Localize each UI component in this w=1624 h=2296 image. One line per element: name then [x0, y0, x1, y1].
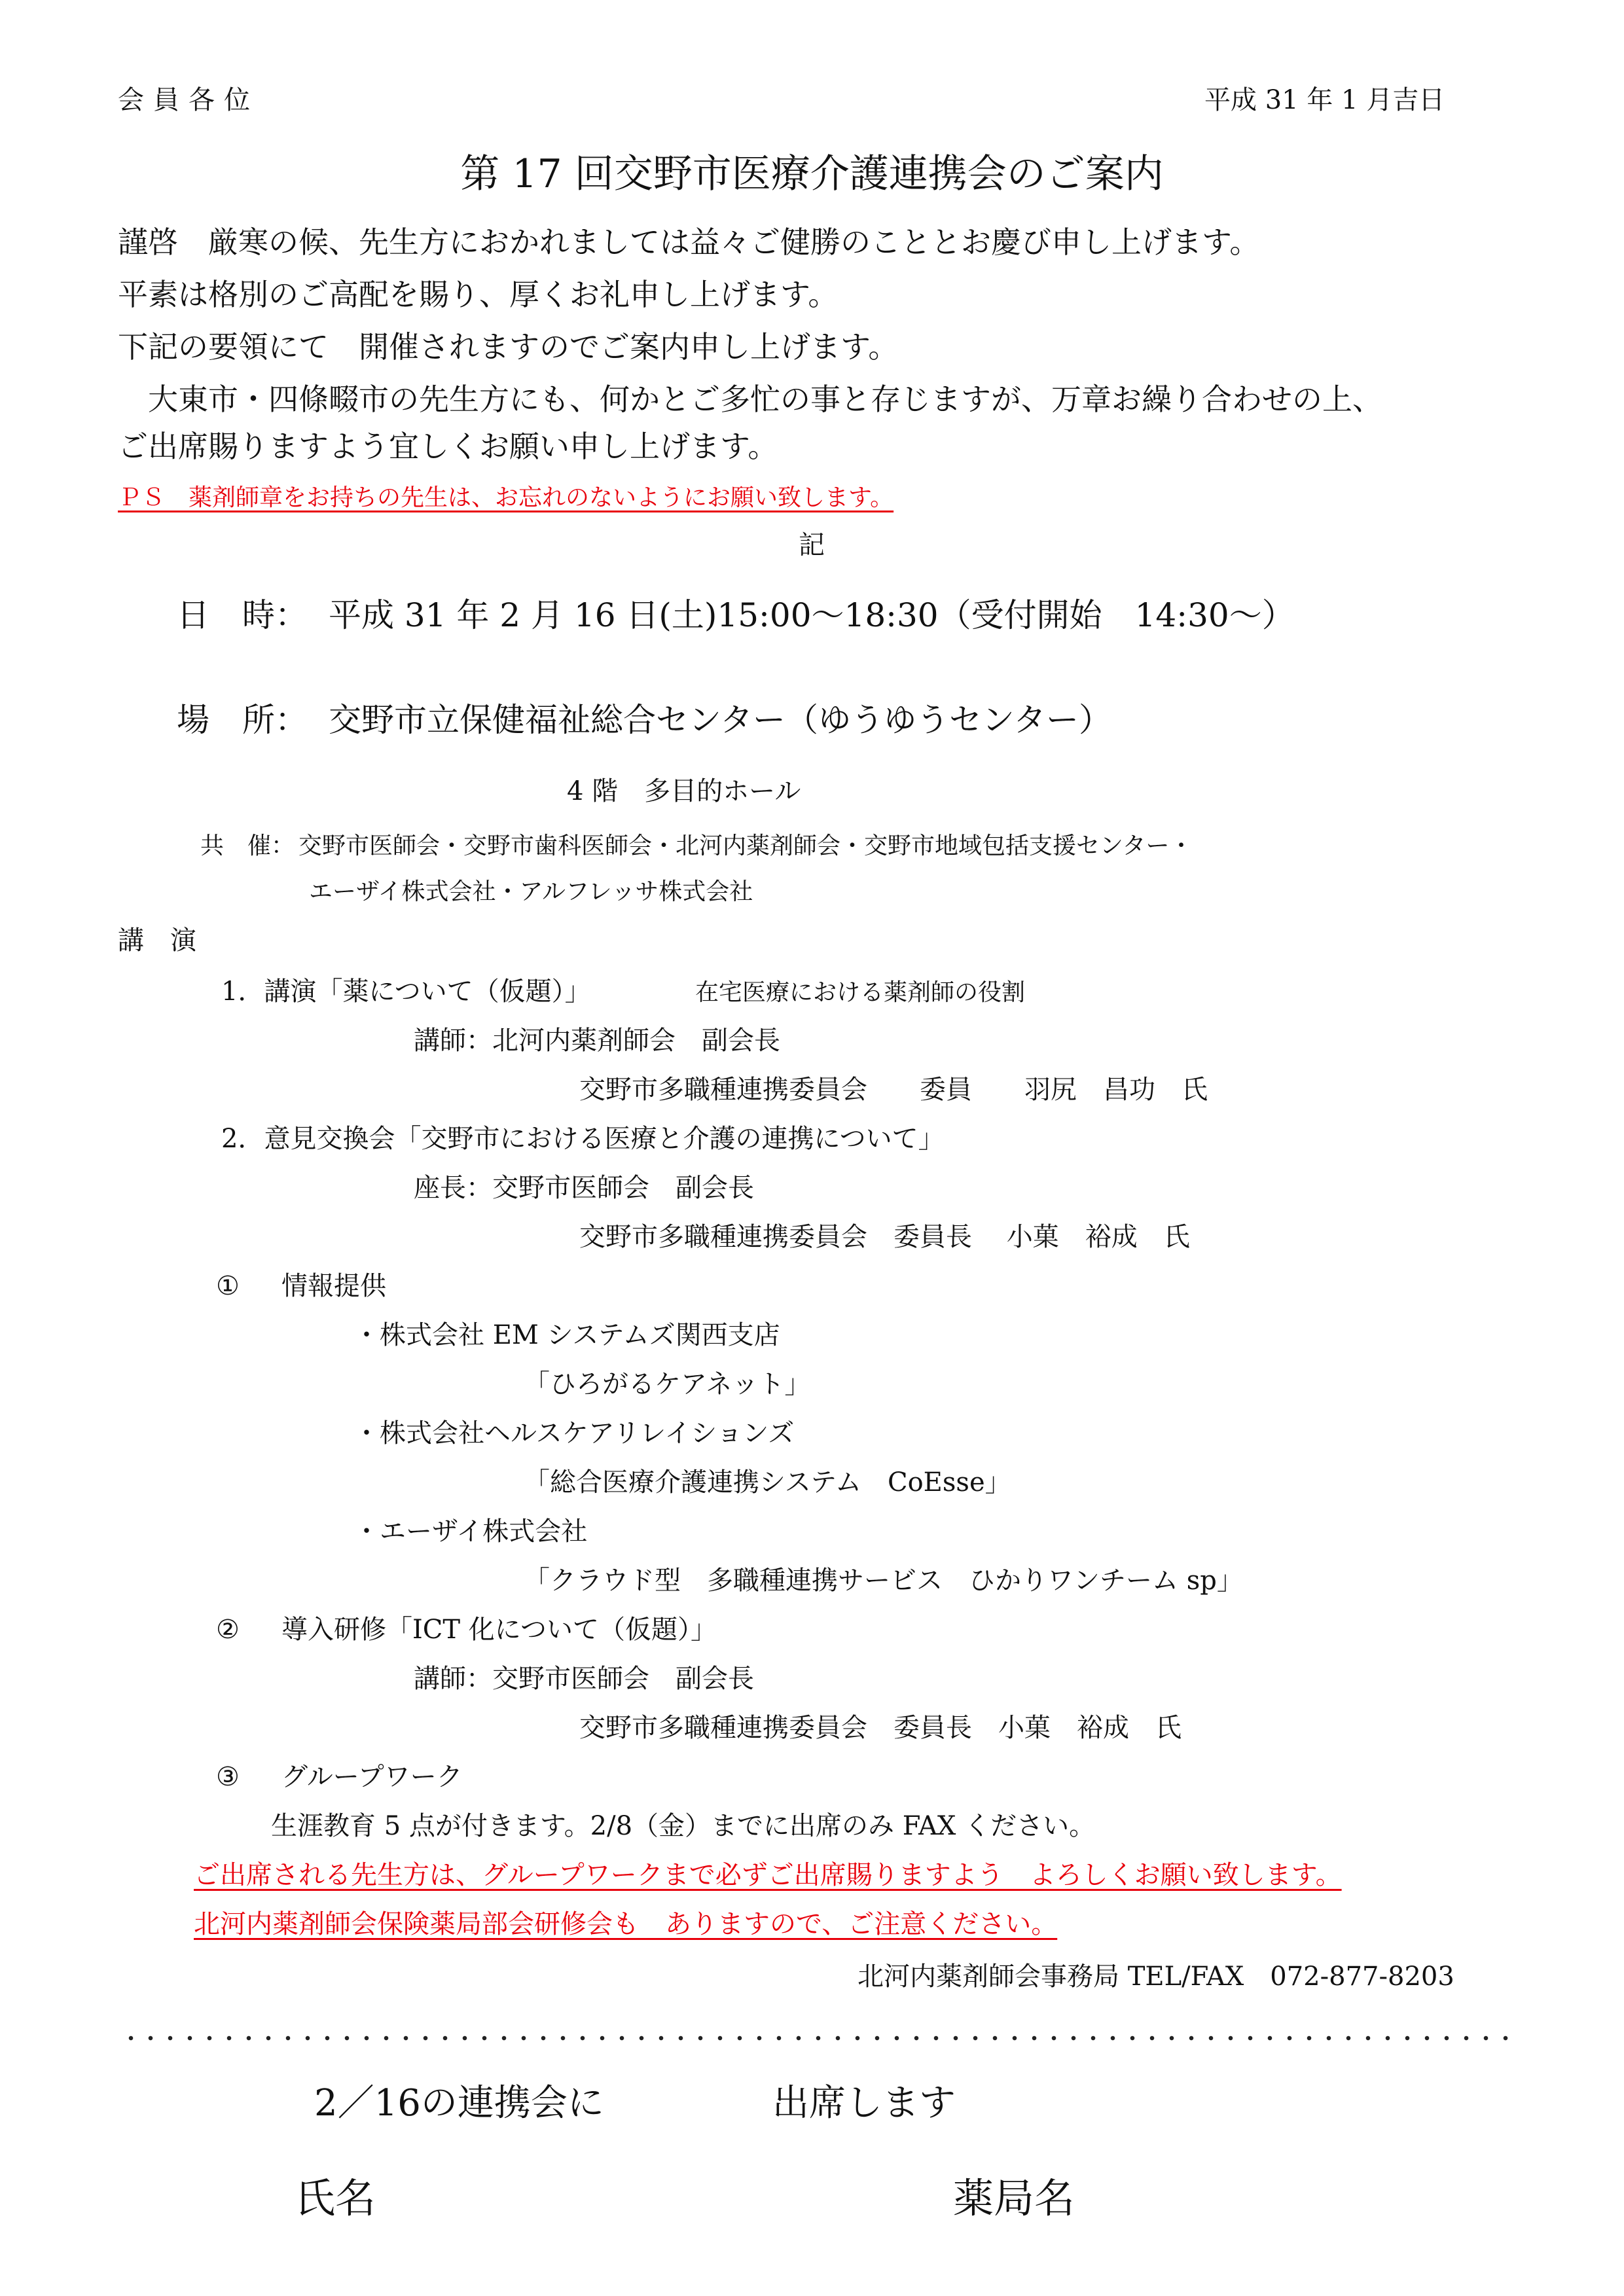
attendance-text-right: 出席します [772, 2082, 956, 2125]
item-1-number: ① [216, 1271, 240, 1301]
ki-mark: 記 [799, 530, 825, 560]
page-title: 第 17 回交野市医療介護連携会のご案内 [460, 151, 1164, 197]
intro-line-5: ご出席賜りますよう宜しくお願い申し上げます。 [118, 429, 778, 464]
lecture-2-chair-2: 交野市多職種連携委員会 委員長 小菓 裕成 氏 [579, 1222, 1190, 1252]
item-2-title: 導入研修「ICT 化について（仮題）」 [281, 1615, 717, 1645]
document-date: 平成 31 年 1 月吉日 [1204, 85, 1445, 115]
item-3-number: ③ [216, 1762, 240, 1792]
datetime-label: 日 時： [177, 596, 308, 634]
item-2-number: ② [216, 1615, 240, 1645]
cohost-line-2: エーザイ株式会社・アルフレッサ株式会社 [309, 878, 753, 905]
item-2-lecturer-1: 講師：交野市医師会 副会長 [414, 1664, 754, 1694]
lecture-1-lecturer-1: 講師：北河内薬剤師会 副会長 [414, 1026, 780, 1056]
intro-line-3: 下記の要領にて 開催されますのでご案内申し上げます。 [118, 329, 899, 365]
company-1-name: ・株式会社 EM システムズ関西支店 [353, 1320, 780, 1350]
company-2-name: ・株式会社ヘルスケアリレイションズ [353, 1418, 795, 1448]
cohost-label: 共 催： [200, 833, 295, 859]
cohost-line-1: 交野市医師会・交野市歯科医師会・北河内薬剤師会・交野市地域包括支援センター・ [298, 833, 1193, 859]
lecture-1-subtitle: 在宅医療における薬剤師の役割 [695, 979, 1026, 1006]
intro-line-1: 謹啓 厳寒の候、先生方におかれましては益々ご健勝のこととお慶び申し上げます。 [118, 224, 1260, 260]
lectures-heading: 講 演 [118, 925, 196, 956]
company-3-name: ・エーザイ株式会社 [353, 1516, 588, 1547]
intro-line-2: 平素は格別のご高配を賜り、厚くお礼申し上げます。 [118, 277, 839, 312]
red-note-1: ご出席される先生方は、グループワークまで必ずご出席賜りますよう よろしくお願い致します。 [194, 1860, 1342, 1890]
company-3-product: 「クラウド型 多職種連携サービス ひかりワンチーム sp」 [524, 1566, 1243, 1596]
ps-note: ＰＳ 薬剤師章をお持ちの先生は、お忘れのないようにお願い致します。 [118, 484, 894, 511]
place-room: 4 階 多目的ホール [567, 776, 801, 806]
datetime-value: 平成 31 年 2 月 16 日(土)15:00～18:30（受付開始 14:30～） [329, 596, 1295, 634]
lecture-1-lecturer-2: 交野市多職種連携委員会 委員 羽尻 昌功 氏 [579, 1075, 1208, 1105]
lecture-2-chair-1: 座長：交野市医師会 副会長 [414, 1173, 754, 1203]
lecture-1-title: 1．講演「薬について（仮題）」 [221, 977, 591, 1007]
item-3-title: グループワーク [281, 1762, 463, 1792]
attendance-text-left: 2／16の連携会に [314, 2082, 604, 2125]
item-2-lecturer-2: 交野市多職種連携委員会 委員長 小菓 裕成 氏 [579, 1713, 1182, 1743]
credits-note: 生涯教育 5 点が付きます。2/8（金）までに出席のみ FAX ください。 [271, 1811, 1096, 1841]
pharmacy-label: 薬局名 [953, 2174, 1075, 2222]
place-label: 場 所： [177, 701, 308, 739]
dotted-separator [121, 2036, 1509, 2041]
red-note-2: 北河内薬剤師会保険薬局部会研修会も ありますので、ご注意ください。 [194, 1909, 1058, 1939]
item-1-title: 情報提供 [281, 1271, 386, 1301]
lecture-2-title: 2．意見交換会「交野市における医療と介護の連携について」 [221, 1124, 945, 1154]
company-2-product: 「総合医療介護連携システム CoEsse」 [524, 1467, 1011, 1498]
contact-info: 北河内薬剤師会事務局 TEL/FAX 072-877-8203 [857, 1962, 1454, 1992]
recipient: 会員各位 [118, 85, 259, 115]
intro-line-4: 大東市・四條畷市の先生方にも、何かとご多忙の事と存じますが、万章お繰り合わせの上、 [118, 382, 1382, 417]
company-1-product: 「ひろがるケアネット」 [524, 1369, 811, 1399]
name-label: 氏名 [295, 2174, 376, 2222]
place-value: 交野市立保健福祉総合センター（ゆうゆうセンター） [329, 701, 1111, 739]
